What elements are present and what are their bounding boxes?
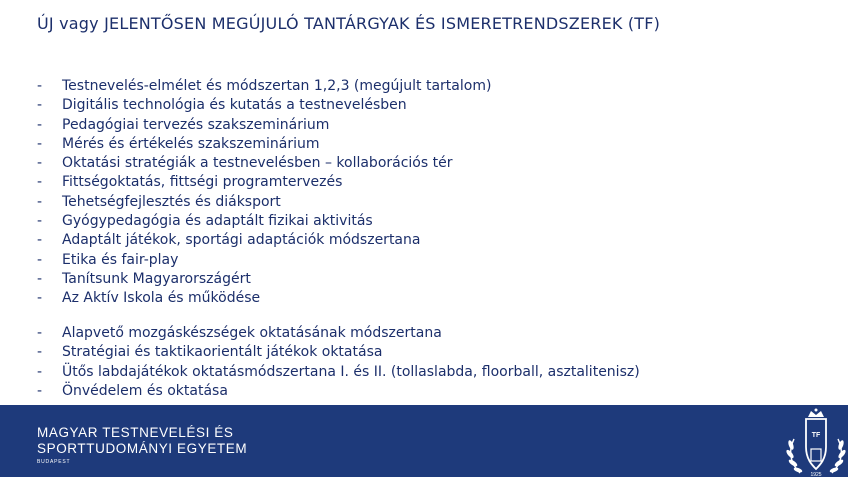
university-logo-icon	[784, 407, 848, 477]
list-item-label: Oktatási stratégiák a testnevelésben – kollaborációs tér	[62, 155, 453, 172]
bullet-dash: -	[37, 213, 43, 230]
list-item	[37, 324, 640, 343]
list-item	[37, 116, 491, 135]
bullet-dash: -	[37, 116, 43, 133]
page-title: ÚJ vagy JELENTŐSEN MEGÚJULÓ TANTÁRGYAK ÉS ISMERETRENDSZEREK (TF)	[37, 14, 661, 33]
university-name-line1: MAGYAR TESTNEVELÉSI ÉS	[37, 425, 234, 440]
list-item	[37, 270, 491, 289]
list-item	[37, 154, 491, 173]
list-item	[37, 363, 640, 382]
list-item	[37, 135, 491, 154]
course-list-primary	[37, 77, 491, 309]
list-item	[37, 231, 491, 250]
list-item-label: Tehetségfejlesztés és diáksport	[62, 193, 281, 210]
course-list-secondary	[37, 324, 640, 401]
list-item	[37, 343, 640, 362]
list-item	[37, 96, 491, 115]
list-item-label: Gyógypedagógia és adaptált fizikai aktivitás	[62, 213, 373, 230]
bullet-dash: -	[37, 155, 43, 172]
university-name-line2: SPORTTUDOMÁNYI EGYETEM	[37, 441, 248, 456]
bullet-dash: -	[37, 135, 43, 152]
list-item-label: Az Aktív Iskola és működése	[62, 290, 261, 307]
list-item	[37, 193, 491, 212]
footer-bar	[0, 405, 848, 477]
bullet-dash: -	[37, 325, 43, 341]
list-item-label: Tanítsunk Magyarországért	[62, 270, 251, 287]
list-item-label: Digitális technológia és kutatás a testnevelésben	[62, 97, 407, 114]
bullet-dash: -	[37, 382, 43, 399]
university-city: BUDAPEST	[37, 459, 71, 465]
list-item-label: Ütős labdajátékok oktatásmódszertana I. és II. (tollaslabda, floorball, asztalitenisz)	[62, 363, 640, 380]
list-item	[37, 289, 491, 308]
list-item-label: Pedagógiai tervezés szakszeminárium	[62, 116, 330, 133]
bullet-dash: -	[37, 97, 43, 114]
bullet-dash: -	[37, 344, 43, 361]
bullet-dash: -	[37, 174, 43, 191]
list-item-label: Alapvető mozgáskészségek oktatásának módszertana	[62, 325, 442, 341]
list-item	[37, 212, 491, 231]
list-item	[37, 251, 491, 270]
list-item-label: Adaptált játékok, sportági adaptációk módszertana	[62, 232, 421, 249]
bullet-dash: -	[37, 251, 43, 268]
bullet-dash: -	[37, 363, 43, 380]
bullet-dash: -	[37, 193, 43, 210]
list-item-label: Stratégiai és taktikaorientált játékok oktatása	[62, 344, 383, 361]
bullet-dash: -	[37, 270, 43, 287]
list-item-label: Mérés és értékelés szakszeminárium	[62, 135, 320, 152]
list-item-label: Etika és fair-play	[62, 251, 179, 268]
list-item	[37, 173, 491, 192]
bullet-dash: -	[37, 78, 43, 94]
list-item-label: Fittségoktatás, fittségi programtervezés	[62, 174, 343, 191]
bullet-dash: -	[37, 290, 43, 307]
logo-year: 1925	[810, 472, 822, 477]
list-item-label: Önvédelem és oktatása	[62, 382, 228, 399]
bullet-dash: -	[37, 232, 43, 249]
list-item	[37, 382, 640, 401]
list-item	[37, 77, 491, 96]
list-item-label: Testnevelés-elmélet és módszertan 1,2,3 (megújult tartalom)	[62, 78, 492, 94]
logo-text: TF	[811, 432, 821, 439]
